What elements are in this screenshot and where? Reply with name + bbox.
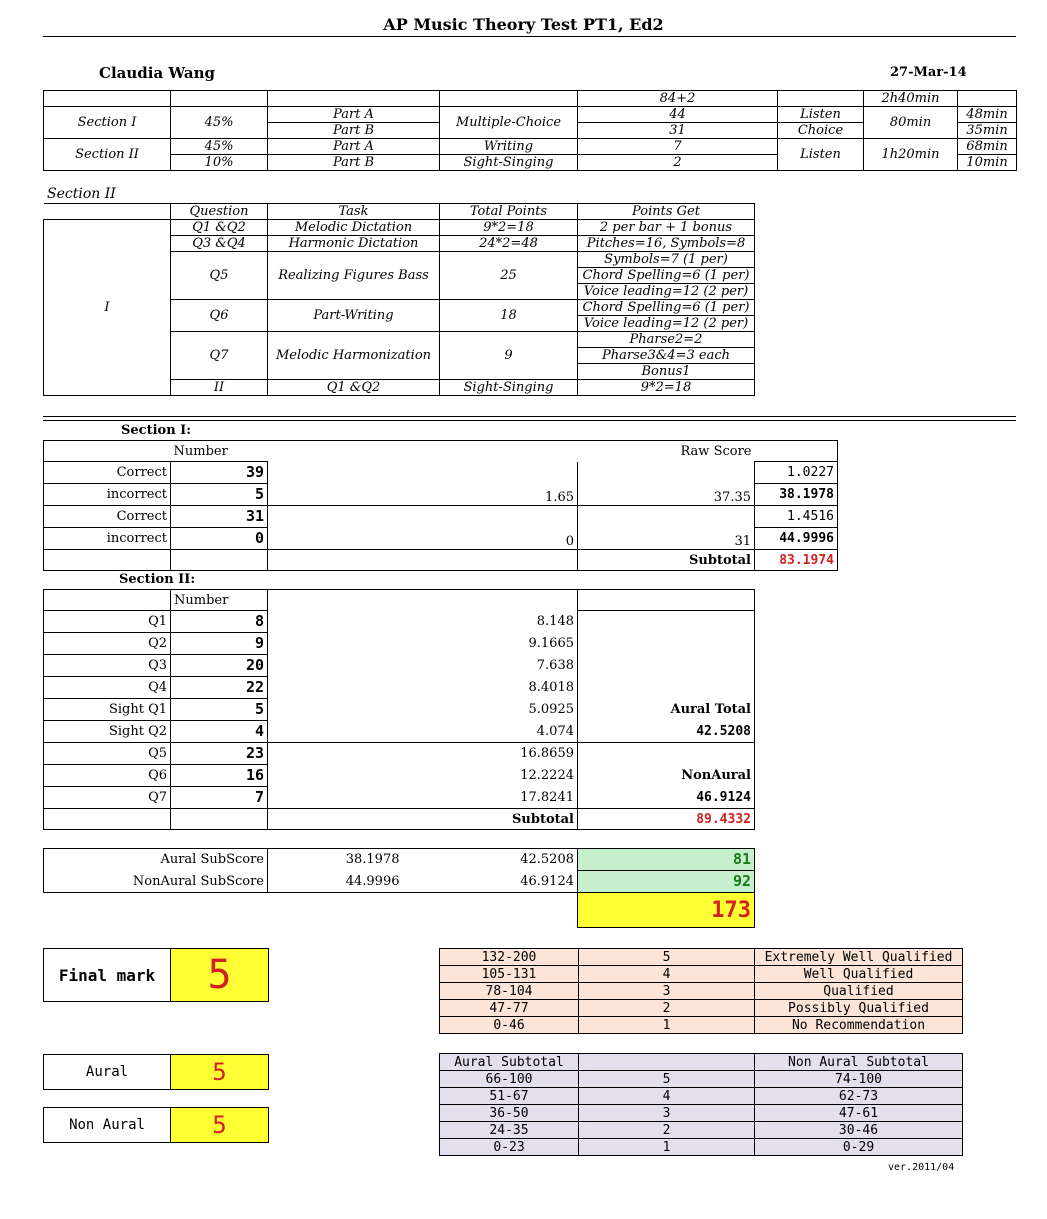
table-row [440, 1105, 963, 1122]
table-cell: 47-77 [440, 1000, 579, 1017]
aural-subscore: 81 [578, 849, 755, 871]
table-row [44, 677, 755, 699]
table-row [440, 1017, 963, 1034]
empty-cell [44, 204, 171, 220]
table-cell: Sight-Singing [440, 380, 578, 396]
table-cell: Task [268, 204, 440, 220]
table-cell: Qualified [755, 983, 963, 1000]
table-cell: Section II [44, 139, 171, 171]
table-cell: No Recommendation [755, 1017, 963, 1034]
table-cell: Q1 [44, 611, 171, 633]
table-cell: incorrect [44, 528, 171, 550]
table-cell: 1.0227 [755, 462, 838, 484]
table-cell: 48min [958, 107, 1017, 123]
table-cell: NonAural SubScore [44, 871, 268, 893]
table-cell: Points Get [578, 204, 755, 220]
section2-task-table [43, 203, 755, 396]
table-cell: 22 [171, 677, 268, 699]
table-cell: 7 [171, 787, 268, 809]
table-cell: 16.8659 [268, 743, 578, 765]
table-cell: 31 [578, 506, 755, 550]
table-cell: Symbols=7 (1 per) [578, 252, 755, 268]
table-cell: Subtotal [578, 550, 755, 571]
table-cell: 5 [171, 699, 268, 721]
empty-cell [578, 590, 755, 611]
table-row [440, 1122, 963, 1139]
table-cell: Number [171, 590, 268, 611]
table-cell: 47-61 [755, 1105, 963, 1122]
table-row [44, 1108, 269, 1143]
table-cell: 45% [171, 107, 268, 139]
table-cell: 9*2=18 [578, 380, 755, 396]
table-row [44, 743, 755, 765]
table-cell: 2 per bar + 1 bonus [578, 220, 755, 236]
total-score: 173 [578, 893, 755, 928]
table-cell: 2h40min [864, 91, 958, 107]
table-cell: 1.4516 [755, 506, 838, 528]
empty-cell [578, 677, 755, 699]
table-cell: Part A [268, 107, 440, 123]
table-cell: 9 [171, 633, 268, 655]
table-row [44, 107, 1017, 123]
table-cell: Aural Total [578, 699, 755, 721]
title-rule [43, 36, 1016, 37]
table-cell: 9 [440, 332, 578, 380]
empty-cell [171, 91, 268, 107]
table-row [440, 1139, 963, 1156]
table-cell: 44 [578, 107, 778, 123]
table-row [44, 506, 838, 528]
empty-cell [44, 550, 171, 571]
table-cell: Q7 [171, 332, 268, 380]
table-cell: 0-23 [440, 1139, 579, 1156]
table-cell: 0-46 [440, 1017, 579, 1034]
table-cell: Well Qualified [755, 966, 963, 983]
table-cell: 42.5208 [578, 721, 755, 743]
nonaural-mark-box [43, 1107, 269, 1143]
table-cell: 7.638 [268, 655, 578, 677]
final-mark-box [43, 948, 269, 1002]
empty-cell [268, 91, 440, 107]
table-cell: 46.9124 [578, 787, 755, 809]
table-cell: II [171, 380, 268, 396]
table-cell: 1 [579, 1139, 755, 1156]
table-row [44, 220, 755, 236]
empty-cell [44, 590, 171, 611]
table-cell: Sight Q1 [44, 699, 171, 721]
table-cell: 38.1978 [268, 849, 440, 871]
table-cell: 2 [579, 1000, 755, 1017]
empty-cell [578, 743, 755, 765]
table-cell: 25 [440, 252, 578, 300]
table-row [440, 983, 963, 1000]
table-cell: 18 [440, 300, 578, 332]
empty-cell [958, 91, 1017, 107]
table-cell: Harmonic Dictation [268, 236, 440, 252]
section1-score-title: Section I: [121, 423, 192, 438]
test-date: 27-Mar-14 [890, 65, 967, 80]
table-cell: 16 [171, 765, 268, 787]
table-row [44, 655, 755, 677]
table-cell: Q3 [44, 655, 171, 677]
empty-cell [578, 611, 755, 633]
table-cell: Part-Writing [268, 300, 440, 332]
empty-cell [268, 441, 578, 462]
table-cell: Chord Spelling=6 (1 per) [578, 300, 755, 316]
table-row [44, 1055, 269, 1090]
table-cell: Extremely Well Qualified [755, 949, 963, 966]
table-cell: 8.148 [268, 611, 578, 633]
table-cell: 78-104 [440, 983, 579, 1000]
table-cell: 31 [171, 506, 268, 528]
section2-subtotal: 89.4332 [578, 809, 755, 830]
table-cell: 10% [171, 155, 268, 171]
version-label: ver.2011/04 [888, 1162, 955, 1173]
empty-cell [171, 550, 268, 571]
overview-table [43, 90, 1017, 171]
table-cell: 36-50 [440, 1105, 579, 1122]
table-cell: Bonus1 [578, 364, 755, 380]
table-cell: 10min [958, 155, 1017, 171]
table-cell: Aural Subtotal [440, 1054, 579, 1071]
section2-score-title: Section II: [119, 572, 196, 587]
final-mark-label: Final mark [44, 949, 171, 1002]
table-cell: Writing [440, 139, 578, 155]
table-cell: Voice leading=12 (2 per) [578, 316, 755, 332]
table-cell: 12.2224 [268, 765, 578, 787]
table-row [44, 721, 755, 743]
table-row [44, 871, 755, 893]
empty-cell [268, 893, 440, 928]
table-cell: Pitches=16, Symbols=8 [578, 236, 755, 252]
table-cell: 132-200 [440, 949, 579, 966]
empty-cell [578, 633, 755, 655]
table-cell: Q5 [171, 252, 268, 300]
table-cell: Part B [268, 155, 440, 171]
table-cell: Question [171, 204, 268, 220]
table-cell: 1h20min [864, 139, 958, 171]
empty-cell [579, 1054, 755, 1071]
table-cell: 3 [579, 983, 755, 1000]
table-cell: 44.9996 [755, 528, 838, 550]
table-cell: 42.5208 [440, 849, 578, 871]
table-cell: Sight Q2 [44, 721, 171, 743]
final-mark-value: 5 [171, 949, 269, 1002]
table-cell: 30-46 [755, 1122, 963, 1139]
table-cell: 0 [171, 528, 268, 550]
empty-cell [44, 91, 171, 107]
table-cell: 2 [579, 1122, 755, 1139]
table-cell: 8 [171, 611, 268, 633]
table-cell: Listen [778, 139, 864, 171]
aural-mark-box [43, 1054, 269, 1090]
table-cell: Q2 [44, 633, 171, 655]
table-cell: Raw Score [578, 441, 755, 462]
empty-cell [268, 590, 578, 611]
empty-cell [578, 655, 755, 677]
table-row [440, 1000, 963, 1017]
table-cell: Part A [268, 139, 440, 155]
table-row [44, 611, 755, 633]
table-cell: 1.65 [268, 462, 578, 506]
table-cell: 5.0925 [268, 699, 578, 721]
table-cell: Q1 &Q2 [171, 220, 268, 236]
table-row [440, 949, 963, 966]
section1-subtotal: 83.1974 [755, 550, 838, 571]
table-cell: Pharse2=2 [578, 332, 755, 348]
subtotal-scale-table [439, 1053, 963, 1156]
table-cell: 46.9124 [440, 871, 578, 893]
table-row [44, 204, 755, 220]
table-cell: 20 [171, 655, 268, 677]
table-row [44, 699, 755, 721]
table-cell: Pharse3&4=3 each [578, 348, 755, 364]
table-row [44, 849, 755, 871]
table-cell: 24-35 [440, 1122, 579, 1139]
double-divider [43, 416, 1016, 421]
table-cell: NonAural [578, 765, 755, 787]
table-cell: incorrect [44, 484, 171, 506]
table-cell: Aural SubScore [44, 849, 268, 871]
table-cell: Realizing Figures Bass [268, 252, 440, 300]
table-cell: 84+2 [578, 91, 778, 107]
table-cell: Non Aural Subtotal [755, 1054, 963, 1071]
table-cell: 66-100 [440, 1071, 579, 1088]
table-cell: Q7 [44, 787, 171, 809]
table-cell: 0 [268, 506, 578, 550]
table-cell: Multiple-Choice [440, 107, 578, 139]
nonaural-subscore: 92 [578, 871, 755, 893]
table-cell: Q5 [44, 743, 171, 765]
table-cell: 4 [171, 721, 268, 743]
aural-mark-label: Aural [44, 1055, 171, 1090]
table-cell: 23 [171, 743, 268, 765]
table-cell: 68min [958, 139, 1017, 155]
table-row [44, 462, 838, 484]
table-cell: 35min [958, 123, 1017, 139]
nonaural-mark-value: 5 [171, 1108, 269, 1143]
empty-cell [171, 809, 268, 830]
table-cell: Subtotal [268, 809, 578, 830]
table-row [440, 966, 963, 983]
table-row [44, 91, 1017, 107]
table-cell: Q6 [44, 765, 171, 787]
table-cell: I [44, 220, 171, 396]
table-cell: 5 [171, 484, 268, 506]
table-cell: 62-73 [755, 1088, 963, 1105]
table-row [44, 139, 1017, 155]
table-cell: 37.35 [578, 462, 755, 506]
section2-caption: Section II [47, 186, 116, 202]
table-row [44, 809, 755, 830]
empty-cell [440, 893, 578, 928]
table-cell: Q3 &Q4 [171, 236, 268, 252]
table-row [44, 550, 838, 571]
student-name: Claudia Wang [99, 64, 216, 82]
table-cell: 45% [171, 139, 268, 155]
table-row [440, 1088, 963, 1105]
table-cell: Section I [44, 107, 171, 139]
table-cell: 5 [579, 949, 755, 966]
table-cell: 80min [864, 107, 958, 139]
table-cell: 8.4018 [268, 677, 578, 699]
empty-cell [44, 441, 171, 462]
table-cell: 31 [578, 123, 778, 139]
table-row [44, 633, 755, 655]
table-cell: Total Points [440, 204, 578, 220]
table-cell: 51-67 [440, 1088, 579, 1105]
table-cell: Q4 [44, 677, 171, 699]
empty-cell [44, 893, 268, 928]
aural-mark-value: 5 [171, 1055, 269, 1090]
table-cell: 44.9996 [268, 871, 440, 893]
table-cell: 4.074 [268, 721, 578, 743]
table-cell: 17.8241 [268, 787, 578, 809]
table-row [440, 1071, 963, 1088]
table-cell: Possibly Qualified [755, 1000, 963, 1017]
table-cell: 2 [578, 155, 778, 171]
table-cell: 9*2=18 [440, 220, 578, 236]
table-cell: Number [171, 441, 268, 462]
table-cell: 7 [578, 139, 778, 155]
table-cell: 38.1978 [755, 484, 838, 506]
table-cell: 105-131 [440, 966, 579, 983]
table-cell: 74-100 [755, 1071, 963, 1088]
subscore-table [43, 848, 755, 928]
table-cell: Choice [778, 123, 864, 139]
empty-cell [440, 91, 578, 107]
nonaural-mark-label: Non Aural [44, 1108, 171, 1143]
table-row [44, 590, 755, 611]
empty-cell [755, 441, 838, 462]
table-row [44, 441, 838, 462]
table-cell: Q6 [171, 300, 268, 332]
table-row [440, 1054, 963, 1071]
table-cell: Correct [44, 506, 171, 528]
page-title: AP Music Theory Test PT1, Ed2 [383, 15, 664, 34]
table-cell: Listen [778, 107, 864, 123]
table-cell: Sight-Singing [440, 155, 578, 171]
empty-cell [268, 550, 578, 571]
table-cell: 24*2=48 [440, 236, 578, 252]
table-cell: Q1 &Q2 [268, 380, 440, 396]
empty-cell [44, 809, 171, 830]
table-cell: 4 [579, 966, 755, 983]
table-cell: 9.1665 [268, 633, 578, 655]
table-cell: Chord Spelling=6 (1 per) [578, 268, 755, 284]
table-cell: Melodic Dictation [268, 220, 440, 236]
grade-scale-table [439, 948, 963, 1034]
table-cell: 4 [579, 1088, 755, 1105]
table-cell: 0-29 [755, 1139, 963, 1156]
table-row [44, 893, 755, 928]
empty-cell [778, 91, 864, 107]
section2-score-table [43, 589, 755, 830]
table-row [44, 949, 269, 1002]
table-cell: 39 [171, 462, 268, 484]
table-cell: 5 [579, 1071, 755, 1088]
table-cell: 1 [579, 1017, 755, 1034]
table-cell: Voice leading=12 (2 per) [578, 284, 755, 300]
table-cell: Melodic Harmonization [268, 332, 440, 380]
table-cell: 3 [579, 1105, 755, 1122]
table-cell: Part B [268, 123, 440, 139]
table-row [44, 787, 755, 809]
table-row [44, 765, 755, 787]
section1-score-table [43, 440, 838, 571]
table-cell: Correct [44, 462, 171, 484]
